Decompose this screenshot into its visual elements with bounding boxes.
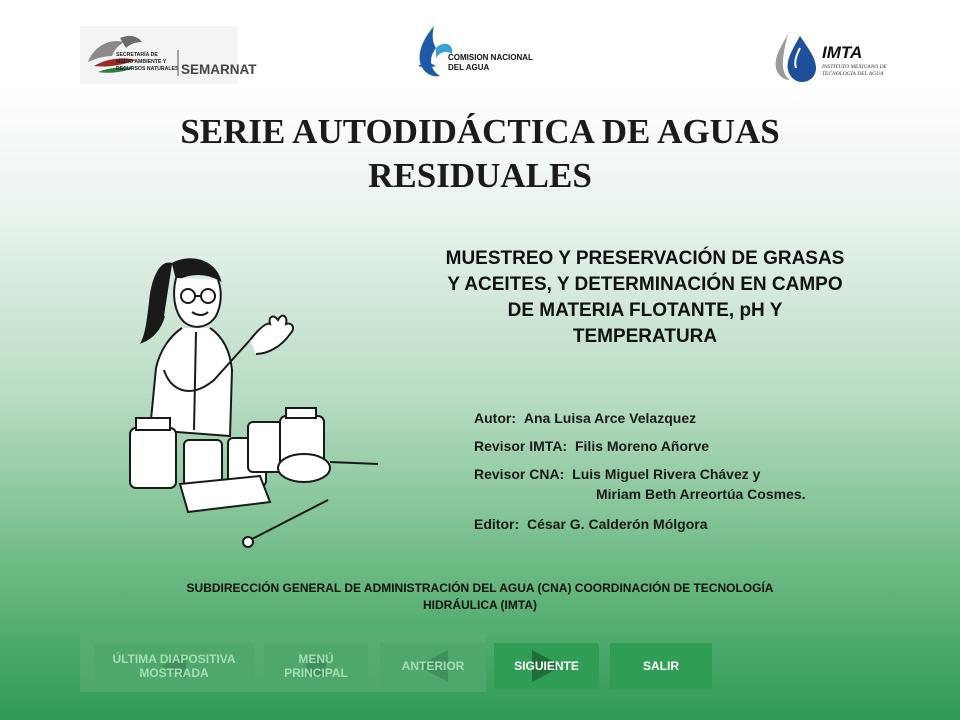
credit-author: [474, 406, 894, 434]
reviewer-cna-label: Revisor CNA:: [474, 466, 565, 482]
last-slide-label-line1: ÚLTIMA DIAPOSITIVA: [112, 652, 236, 666]
subtitle-line-3: DE MATERIA FLOTANTE, pH Y: [507, 300, 783, 321]
institution-footer: [110, 580, 850, 614]
credit-reviewer-cna-continued: [474, 482, 894, 512]
page-title: [100, 110, 860, 198]
main-menu-button[interactable]: [264, 643, 368, 689]
next-label: SIGUIENTE: [514, 659, 579, 673]
semarnat-line2: MEDIO AMBIENTE Y: [116, 59, 167, 65]
last-slide-button[interactable]: [94, 643, 254, 689]
imta-line1: INSTITUTO MEXICANO DE: [822, 64, 887, 70]
editor-label: Editor:: [474, 516, 520, 532]
author-label: Autor:: [474, 410, 516, 426]
water-drop-icon: [776, 34, 816, 82]
document-subtitle: [395, 246, 895, 350]
cna-line1: COMISION NACIONAL: [448, 53, 533, 62]
main-menu-label: [284, 652, 348, 680]
imta-brand: IMTA: [822, 43, 863, 62]
credits-block: [474, 406, 894, 540]
reviewer-cna-name-1: Luis Miguel Rivera Chávez y: [572, 466, 761, 482]
semarnat-line1: SECRETARÍA DE: [116, 52, 158, 58]
subtitle-line-1: MUESTREO Y PRESERVACIÓN DE GRASAS: [445, 248, 845, 269]
previous-button[interactable]: [380, 643, 486, 689]
imta-line2: TECNOLOGÍA DEL AGUA: [822, 71, 884, 77]
subtitle-line-4: TEMPERATURA: [572, 326, 718, 347]
credit-reviewer-imta: [474, 434, 894, 462]
author-name: Ana Luisa Arce Velazquez: [523, 410, 697, 426]
last-slide-label-line2: MOSTRADA: [139, 666, 209, 680]
footer-line-1: SUBDIRECCIÓN GENERAL DE ADMINISTRACIÓN DEL AGUA (CNA) COORDINACIÓN DE TECNOLOGÍA: [186, 581, 774, 595]
title-line-1: SERIE AUTODIDÁCTICA DE AGUAS: [180, 112, 780, 151]
last-slide-label: [112, 652, 235, 680]
semarnat-logo: [80, 26, 257, 84]
subtitle-line-2: Y ACEITES, Y DETERMINACIÓN EN CAMPO: [447, 274, 843, 295]
exit-label: SALIR: [643, 659, 679, 673]
credit-reviewer-cna: [474, 462, 894, 482]
semarnat-brand: SEMARNAT: [181, 62, 257, 77]
reviewer-imta-label: Revisor IMTA:: [474, 438, 568, 454]
cna-logo: [410, 22, 548, 80]
reviewer-cna-name-2: Miriam Beth Arreortúa Cosmes.: [596, 486, 806, 502]
editor-name: César G. Calderón Mólgora: [527, 516, 708, 532]
title-line-2: RESIDUALES: [368, 156, 592, 195]
main-menu-label-line2: PRINCIPAL: [284, 666, 348, 680]
exit-button[interactable]: [610, 643, 712, 689]
reviewer-imta-name: Filis Moreno Añorve: [574, 438, 710, 454]
imta-logo: [770, 28, 902, 84]
credit-editor: [474, 512, 894, 540]
lab-technician-illustration: [110, 250, 390, 550]
next-button[interactable]: [494, 643, 599, 689]
semarnat-line3: RECURSOS NATURALES: [116, 66, 179, 72]
footer-line-2: HIDRÁULICA (IMTA): [423, 598, 537, 612]
cna-line2: DEL AGUA: [448, 63, 490, 72]
main-menu-label-line1: MENÚ: [298, 652, 334, 666]
previous-label: ANTERIOR: [401, 659, 465, 673]
